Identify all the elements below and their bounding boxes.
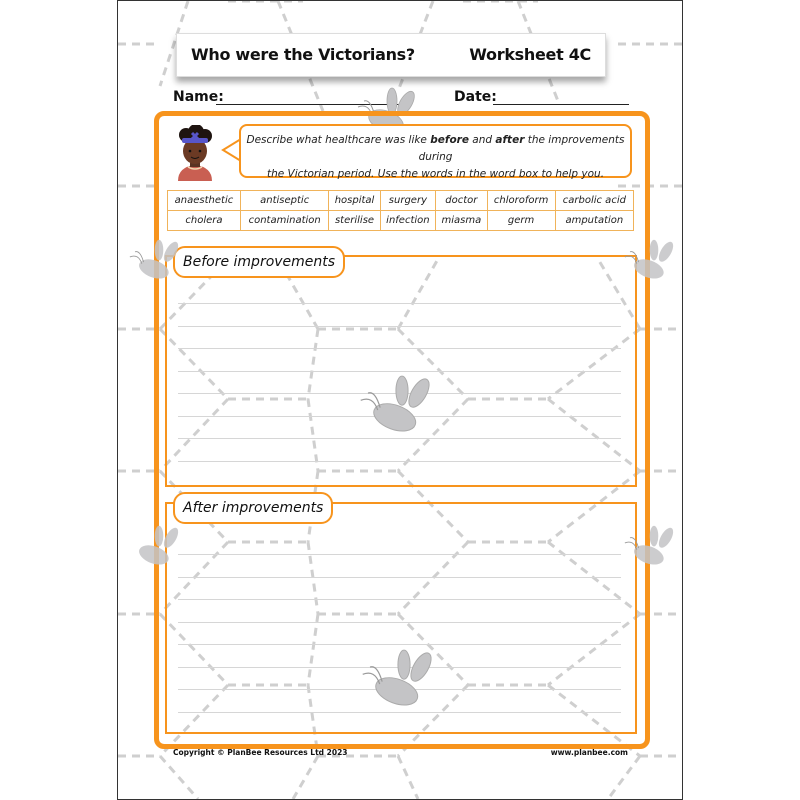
worksheet-number: Worksheet 4C	[469, 45, 591, 64]
word-box	[167, 190, 634, 231]
word-cell: anaesthetic	[168, 191, 241, 211]
writing-line	[178, 326, 621, 327]
writing-line	[178, 348, 621, 349]
date-label: Date:	[454, 89, 497, 105]
child-avatar-icon	[170, 125, 220, 181]
website-link[interactable]: www.planbee.com	[550, 748, 628, 757]
worksheet-page	[117, 0, 683, 800]
word-cell: miasma	[436, 211, 487, 231]
word-cell: chloroform	[487, 191, 555, 211]
instruction-speech-bubble	[239, 124, 632, 178]
date-field[interactable]	[493, 104, 629, 105]
bee-icon	[351, 373, 436, 435]
name-label: Name:	[173, 89, 224, 105]
bee-icon	[618, 523, 678, 568]
word-cell: sterilise	[329, 211, 380, 231]
writing-line	[178, 303, 621, 304]
writing-line	[178, 712, 621, 713]
copyright-text: Copyright © PlanBee Resources Ltd 2023	[173, 748, 348, 757]
bee-icon	[123, 523, 183, 568]
before-section-label: Before improvements	[173, 246, 345, 278]
title-banner	[176, 33, 606, 77]
instruction-text: Describe what healthcare was like before and after the improvements during the Victorian period. Use the words in the word box to help you.	[246, 134, 625, 180]
writing-line	[178, 371, 621, 372]
word-cell: hospital	[329, 191, 380, 211]
word-cell: cholera	[168, 211, 241, 231]
word-cell: infection	[380, 211, 436, 231]
writing-line	[178, 554, 621, 555]
word-cell: surgery	[380, 191, 436, 211]
speech-bubble-tail	[221, 137, 241, 163]
word-cell: contamination	[240, 211, 329, 231]
writing-line	[178, 599, 621, 600]
word-cell: antiseptic	[240, 191, 329, 211]
bee-icon	[353, 647, 438, 709]
word-cell: amputation	[555, 211, 633, 231]
writing-line	[178, 622, 621, 623]
worksheet-title: Who were the Victorians?	[191, 45, 415, 64]
writing-line	[178, 461, 621, 462]
word-cell: doctor	[436, 191, 487, 211]
writing-line	[178, 644, 621, 645]
after-section-label: After improvements	[173, 492, 333, 524]
bee-icon	[618, 237, 678, 282]
word-box-row	[168, 191, 634, 211]
word-cell: germ	[487, 211, 555, 231]
writing-line	[178, 438, 621, 439]
bee-icon	[123, 237, 183, 282]
word-box-row	[168, 211, 634, 231]
writing-line	[178, 577, 621, 578]
word-cell: carbolic acid	[555, 191, 633, 211]
